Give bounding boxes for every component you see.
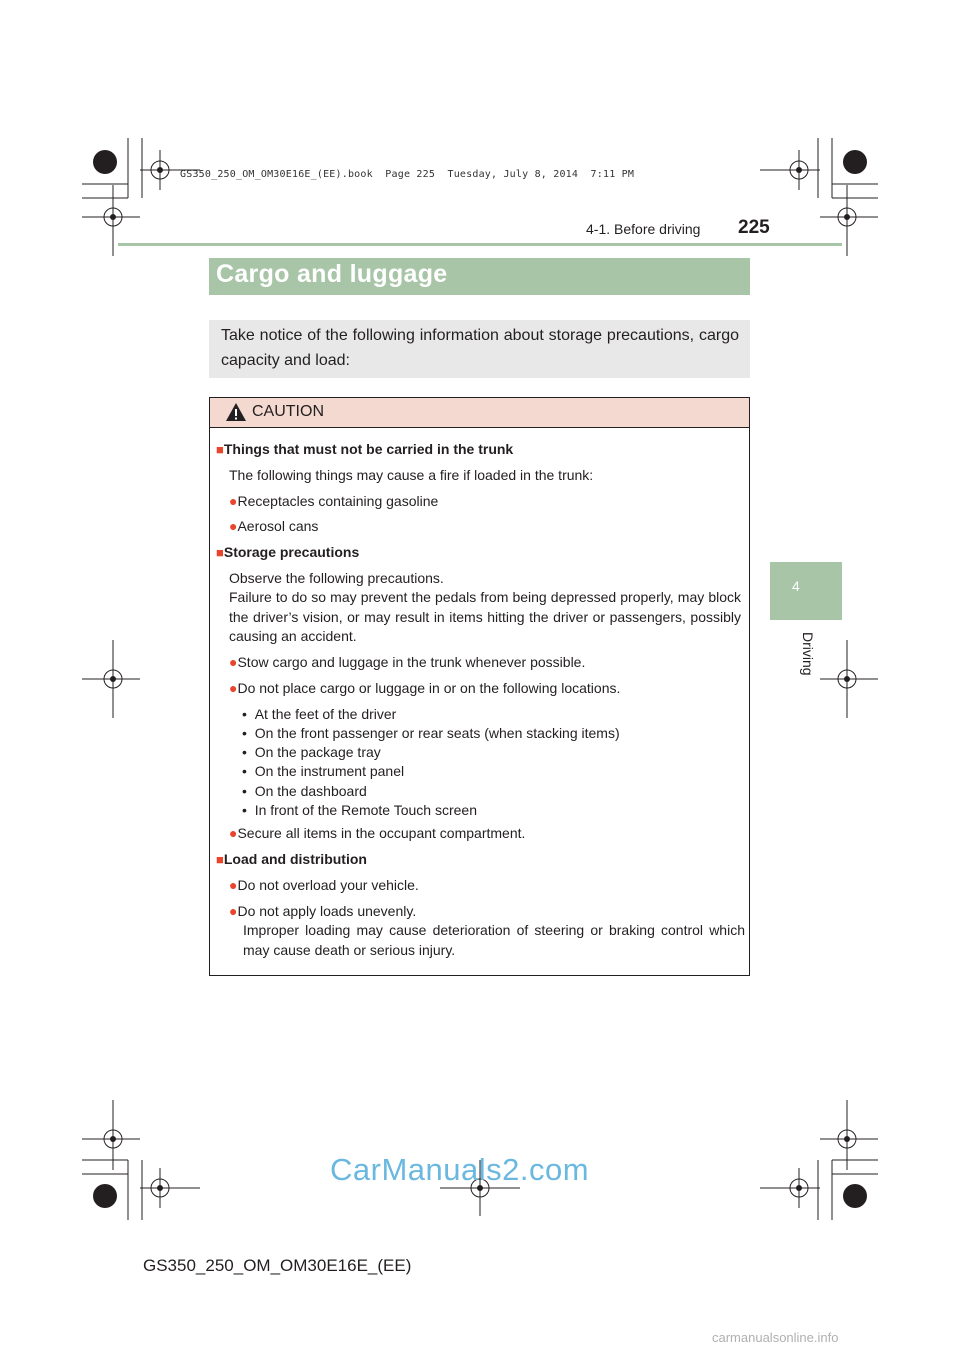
sub-list-item: • In front of the Remote Touch screen — [242, 802, 477, 818]
section-text: Observe the following precautions. — [229, 570, 444, 586]
round-bullet-icon: ● — [229, 680, 238, 696]
sub-list-item: • At the feet of the driver — [242, 706, 397, 722]
intro-text: Take notice of the following information about storage precautions, cargo capacity and load: — [221, 327, 739, 369]
caution-header — [210, 398, 749, 428]
page-title: Cargo and luggage — [216, 260, 448, 288]
page-number: 225 — [738, 217, 770, 238]
sub-list-item: • On the package tray — [242, 744, 381, 760]
chapter-tab — [770, 562, 842, 620]
header-divider — [118, 243, 842, 246]
watermark-bottom: carmanualsonline.info — [712, 1330, 839, 1345]
round-bullet-icon: ● — [229, 877, 238, 893]
square-bullet-icon: ■ — [216, 545, 224, 560]
page-title-bar — [209, 258, 750, 295]
list-item: ●Do not apply loads unevenly. — [229, 903, 417, 919]
footer-model-code: GS350_250_OM_OM30E16E_(EE) — [143, 1256, 412, 1275]
sub-list-item: • On the front passenger or rear seats (when stacking items) — [242, 725, 620, 741]
round-bullet-icon: ● — [229, 493, 238, 509]
round-bullet-icon: ● — [229, 518, 238, 534]
section-text: The following things may cause a fire if loaded in the trunk: — [229, 467, 594, 483]
intro-box — [209, 320, 750, 378]
round-bullet-icon: ● — [229, 903, 238, 919]
list-item: ●Secure all items in the occupant compartment. — [229, 825, 526, 841]
square-bullet-icon: ■ — [216, 442, 224, 457]
round-bullet-icon: ● — [229, 654, 238, 670]
chapter-label: Driving — [800, 632, 816, 676]
section-heading: ■Things that must not be carried in the trunk — [216, 441, 514, 457]
sub-list-item: • On the dashboard — [242, 783, 367, 799]
section-text: Failure to do so may prevent the pedals from being depressed properly, may block the driver’s vision, or may result in items hitting the driver or passengers, possibly causing an accident. — [229, 589, 741, 644]
watermark-center: CarManuals2.com — [330, 1152, 590, 1187]
chapter-number: 4 — [792, 578, 800, 594]
list-item: ●Receptacles containing gasoline — [229, 493, 439, 509]
list-item: ●Aerosol cans — [229, 518, 319, 534]
section-label: 4-1. Before driving — [586, 221, 701, 237]
list-item-detail: Improper loading may cause deterioration of steering or braking control which may cause death or serious injury. — [243, 922, 745, 958]
caution-box — [209, 397, 750, 976]
list-item: ●Do not overload your vehicle. — [229, 877, 419, 893]
section-heading: ■Load and distribution — [216, 851, 367, 867]
section-heading: ■Storage precautions — [216, 544, 360, 560]
print-info-line: GS350_250_OM_OM30E16E_(EE).book Page 225 Tuesday, July 8, 2014 7:11 PM — [180, 169, 635, 180]
round-bullet-icon: ● — [229, 825, 238, 841]
caution-label: CAUTION — [252, 403, 324, 420]
list-item: ●Do not place cargo or luggage in or on the following locations. — [229, 680, 621, 696]
square-bullet-icon: ■ — [216, 852, 224, 867]
warning-triangle-icon — [225, 402, 247, 422]
sub-list-item: • On the instrument panel — [242, 763, 405, 779]
list-item: ●Stow cargo and luggage in the trunk whenever possible. — [229, 654, 586, 670]
